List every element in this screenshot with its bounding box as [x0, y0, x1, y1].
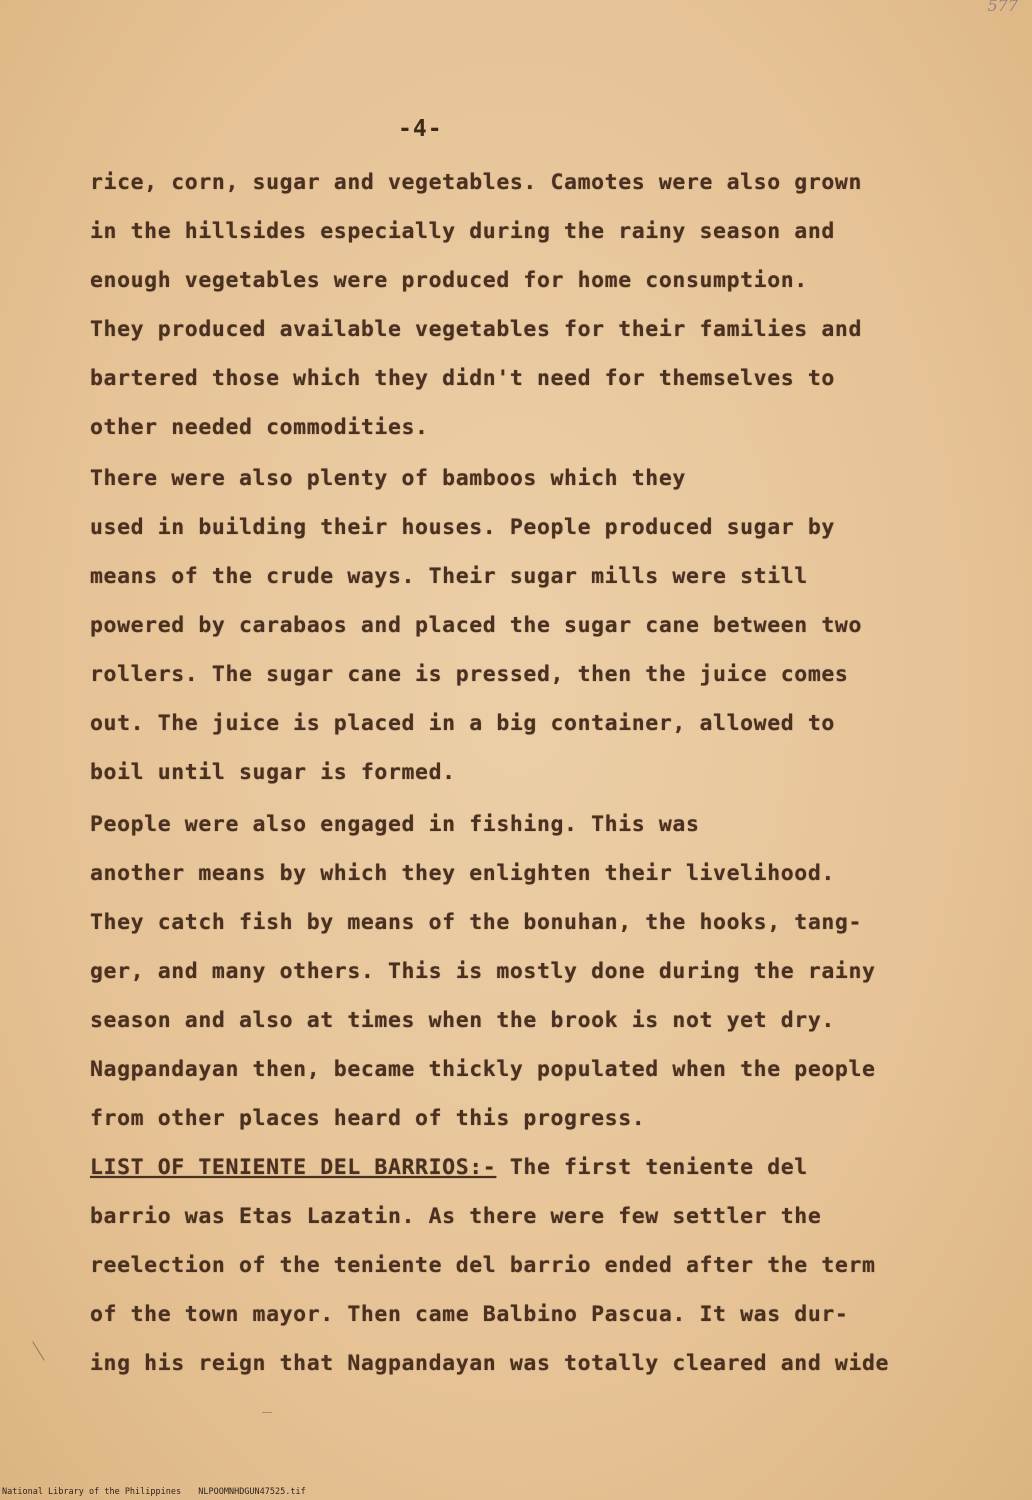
text-line: boil until sugar is formed.: [90, 760, 456, 785]
pencil-mark: [32, 1341, 45, 1360]
text-line: in the hillsides especially during the rainy season and: [90, 219, 835, 244]
text-line: another means by which they enlighten their livelihood.: [90, 861, 835, 886]
list-heading-continuation: The first teniente del: [496, 1155, 808, 1180]
text-line: means of the crude ways. Their sugar mills were still: [90, 564, 808, 589]
file-identifier: NLPOOMNHDGUN47525.tif: [198, 1487, 306, 1497]
text-line: used in building their houses. People produced sugar by: [90, 515, 835, 540]
text-line: People were also engaged in fishing. This was: [90, 812, 700, 837]
text-line: from other places heard of this progress.: [90, 1106, 646, 1131]
list-heading: LIST OF TENIENTE DEL BARRIOS:-: [90, 1155, 497, 1180]
text-line: enough vegetables were produced for home consumption.: [90, 268, 808, 293]
page-number: -4-: [398, 116, 443, 142]
text-line: There were also plenty of bamboos which they: [90, 466, 686, 491]
text-line: other needed commodities.: [90, 415, 429, 440]
archive-folio-number: 577: [987, 0, 1018, 15]
text-line: bartered those which they didn't need for themselves to: [90, 366, 835, 391]
text-line: powered by carabaos and placed the sugar cane between two: [90, 613, 863, 638]
text-line: of the town mayor. Then came Balbino Pascua. It was dur-: [90, 1302, 849, 1327]
text-line: ger, and many others. This is mostly done during the rainy: [90, 959, 876, 984]
text-line: barrio was Etas Lazatin. As there were few settler the: [90, 1204, 822, 1229]
text-line: out. The juice is placed in a big container, allowed to: [90, 711, 835, 736]
list-heading-line: [90, 1155, 808, 1180]
text-line: They catch fish by means of the bonuhan, the hooks, tang-: [90, 910, 863, 935]
text-line: Nagpandayan then, became thickly populated when the people: [90, 1057, 876, 1082]
text-line: reelection of the teniente del barrio ended after the term: [90, 1253, 876, 1278]
text-line: rollers. The sugar cane is pressed, then the juice comes: [90, 662, 849, 687]
text-line: season and also at times when the brook is not yet dry.: [90, 1008, 835, 1033]
text-line: rice, corn, sugar and vegetables. Camotes were also grown: [90, 170, 863, 195]
text-line: ing his reign that Nagpandayan was totally cleared and wide: [90, 1351, 890, 1376]
text-line: They produced available vegetables for their families and: [90, 317, 863, 342]
library-credit: National Library of the Philippines: [2, 1487, 182, 1497]
pencil-dash: [262, 1412, 272, 1413]
scan-footer: [2, 1487, 306, 1497]
